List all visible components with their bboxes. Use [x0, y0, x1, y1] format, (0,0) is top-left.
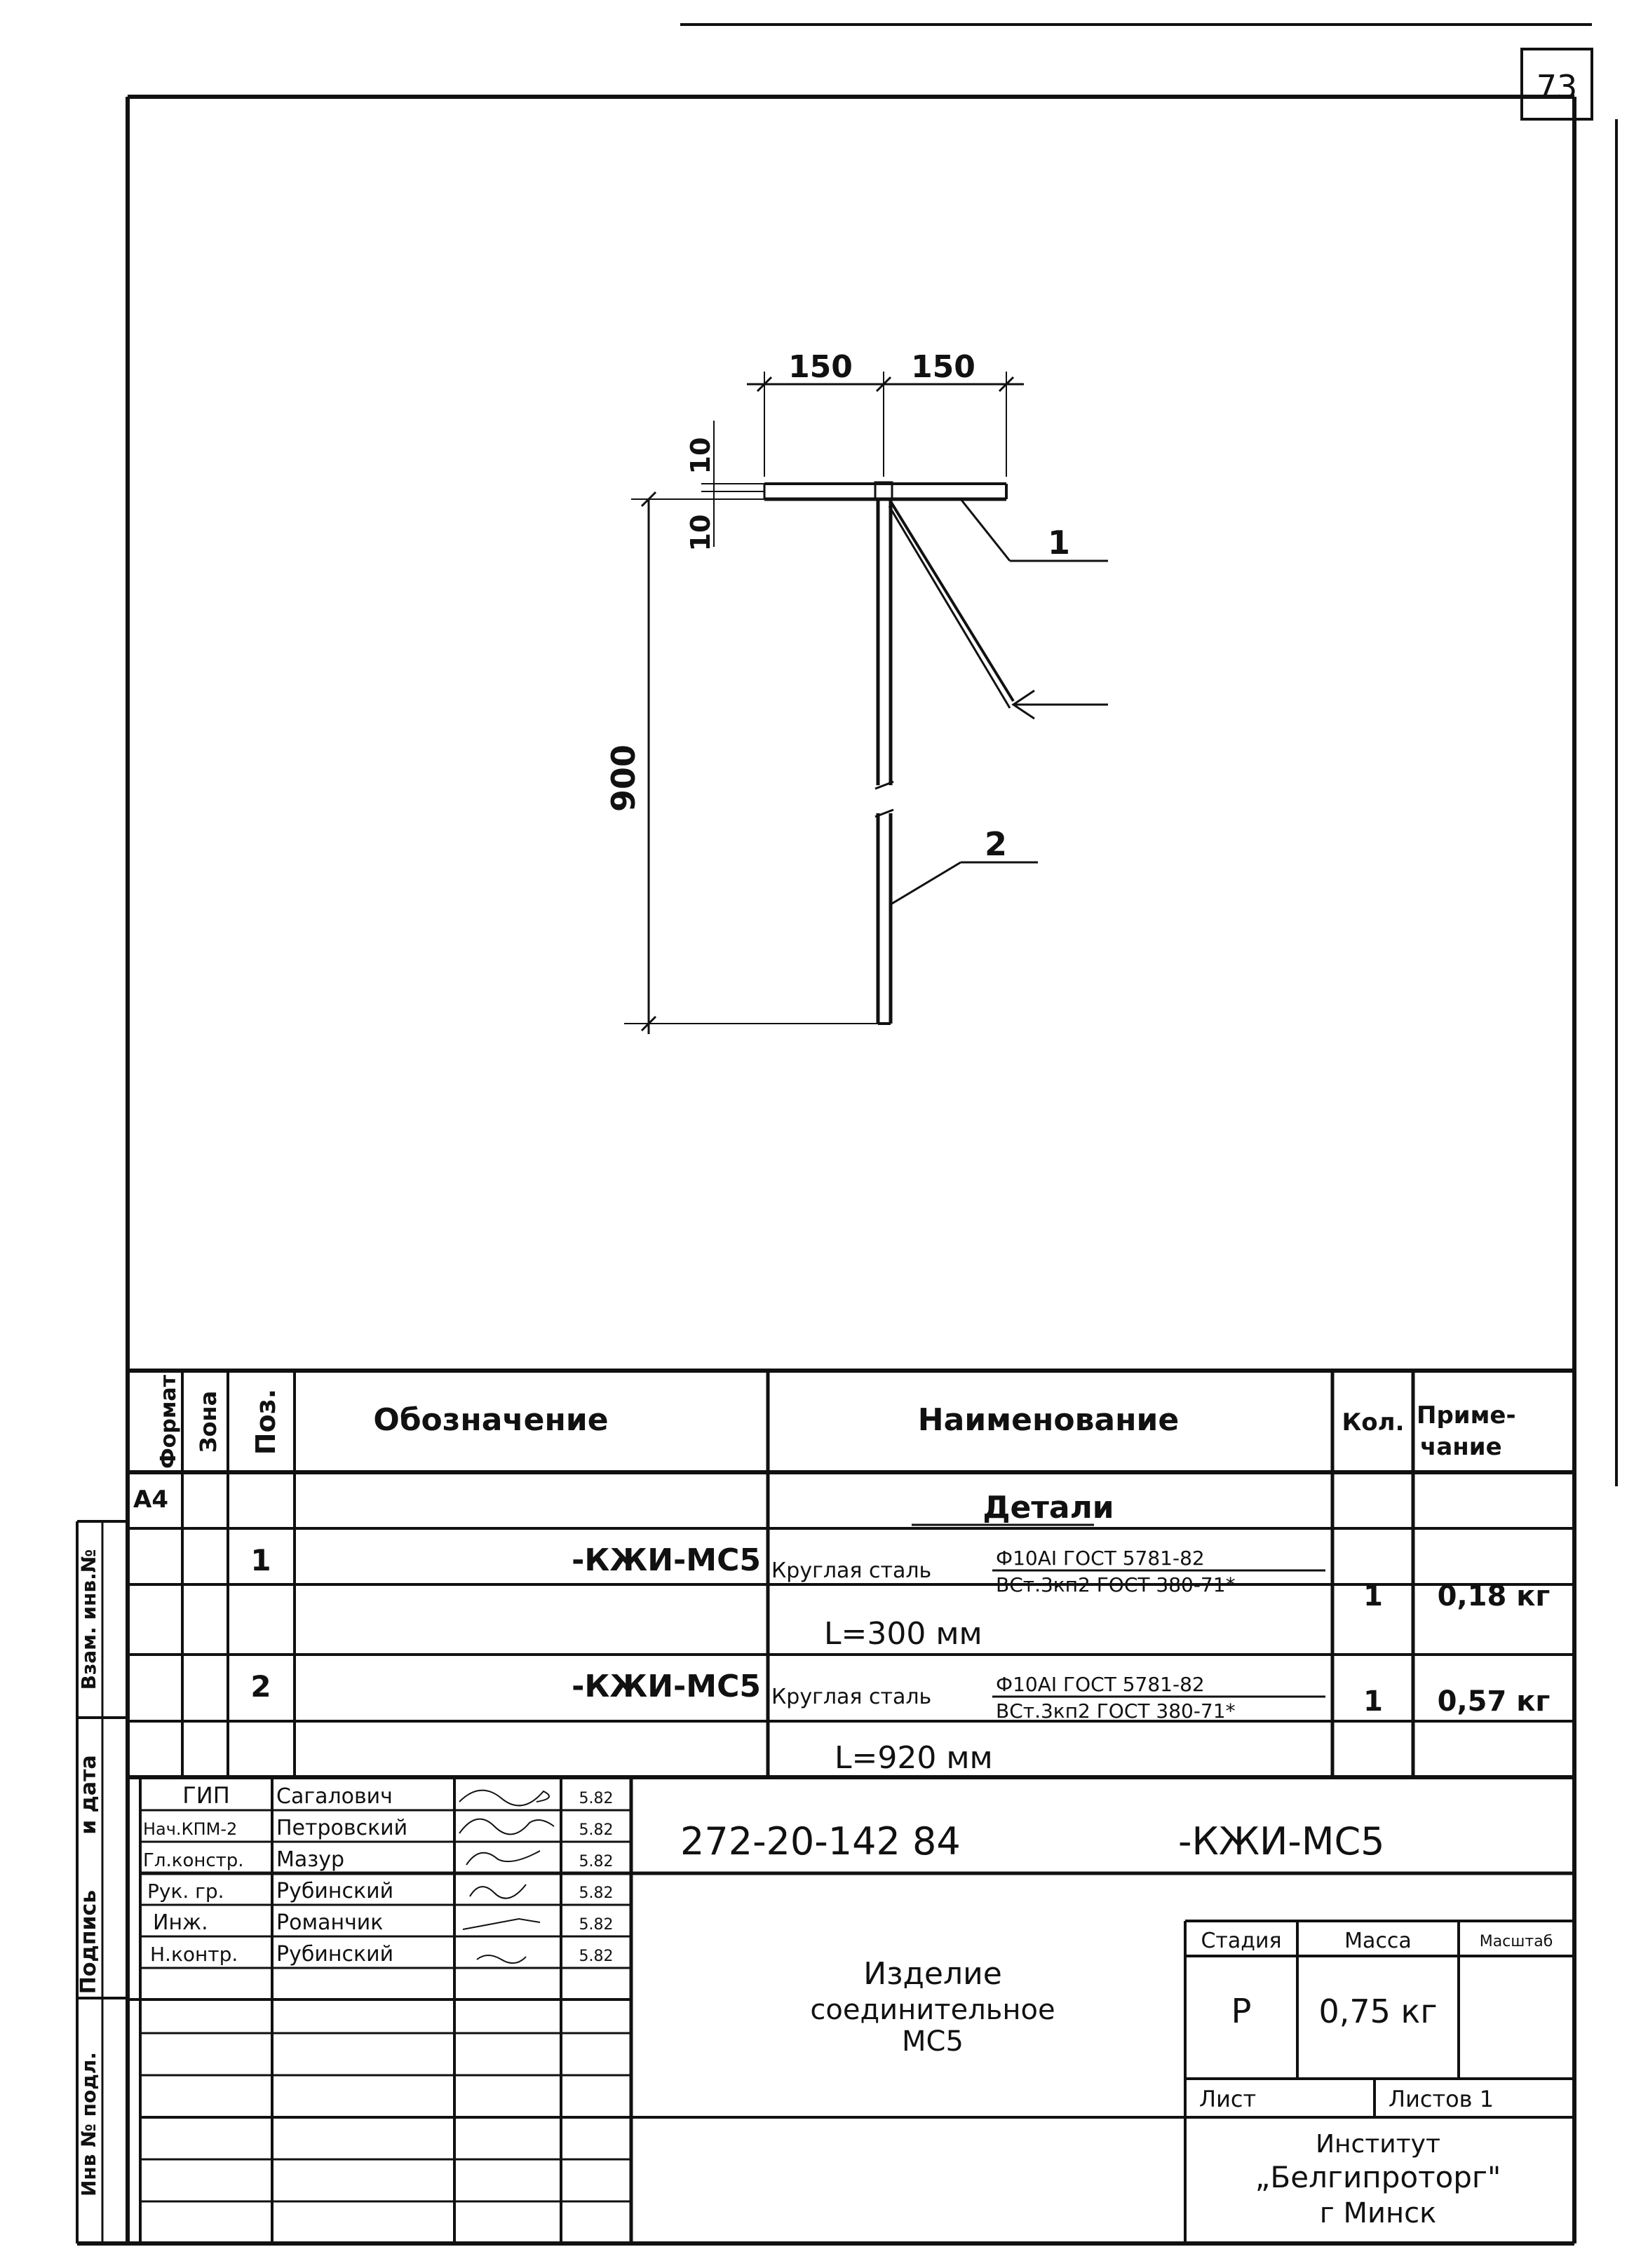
- header-zone: Зона: [195, 1390, 222, 1453]
- header-pos: Поз.: [250, 1388, 281, 1455]
- header-note-1: Приме-: [1417, 1401, 1516, 1430]
- signer-4-name: Рубинский: [276, 1879, 394, 1903]
- row-2-note: 0,57 кг: [1437, 1685, 1551, 1718]
- stage-label: Стадия: [1201, 1929, 1282, 1953]
- header-name: Наименование: [917, 1402, 1180, 1438]
- signature-2: [459, 1819, 554, 1835]
- signer-1-name: Сагалович: [276, 1784, 393, 1809]
- institute-line-1: Институт: [1316, 2130, 1440, 2159]
- side-data: и дата: [76, 1755, 101, 1835]
- row-1-note: 0,18 кг: [1437, 1580, 1551, 1612]
- signer-5-role: Инж.: [153, 1910, 208, 1935]
- row-1-designation: -КЖИ-МС5: [572, 1542, 761, 1578]
- institute-line-3: г Минск: [1319, 2197, 1437, 2229]
- row-1-name-prefix: Круглая сталь: [771, 1559, 932, 1583]
- mass-label: Масса: [1344, 1929, 1412, 1953]
- leader-2-a: [891, 862, 961, 904]
- side-strip: [76, 1521, 128, 2243]
- sheet-label: Лист: [1199, 2086, 1257, 2112]
- item-line-2: соединительное: [810, 1994, 1055, 2026]
- leader-1-a: [961, 499, 1010, 561]
- doc-code: 272-20-142 84: [680, 1819, 961, 1863]
- header-note-2: чание: [1420, 1433, 1502, 1461]
- section-title: Детали: [982, 1490, 1114, 1526]
- header-format: Формат: [156, 1375, 181, 1469]
- row-1-qty: 1: [1363, 1580, 1383, 1612]
- signer-6-name: Рубинский: [276, 1942, 394, 1967]
- row-2-designation: -КЖИ-МС5: [572, 1669, 761, 1704]
- row-1-length: L=300 мм: [824, 1616, 982, 1652]
- signer-1-role: ГИП: [182, 1782, 230, 1809]
- doc-mark: -КЖИ-МС5: [1178, 1819, 1385, 1863]
- dim-900: 900: [605, 744, 642, 813]
- dim-150-left: 150: [788, 349, 853, 385]
- row-2-pos: 2: [250, 1669, 271, 1704]
- row-2-frac-bottom: ВСт.3кп2 ГОСТ 380-71*: [996, 1699, 1236, 1723]
- row-2-length: L=920 мм: [835, 1740, 993, 1776]
- row-1-frac-top: Ф10АI ГОСТ 5781-82: [996, 1547, 1205, 1570]
- header-qty: Кол.: [1342, 1408, 1405, 1437]
- row-2-name-prefix: Круглая сталь: [771, 1685, 932, 1709]
- signer-6-role: Н.контр.: [150, 1943, 238, 1966]
- signature-3: [466, 1851, 540, 1865]
- scale-label: Масштаб: [1479, 1933, 1553, 1950]
- header-designation: Обозначение: [373, 1402, 609, 1438]
- signer-4-role: Рук. гр.: [147, 1880, 224, 1903]
- row-2-qty: 1: [1363, 1685, 1383, 1718]
- dim-150-right: 150: [911, 349, 975, 385]
- item-line-3: МС5: [902, 2025, 964, 2058]
- side-podpis: Подпись: [76, 1889, 101, 1995]
- dim-10-top: 10: [685, 437, 716, 475]
- signer-1-date: 5.82: [579, 1790, 614, 1807]
- signer-3-name: Мазур: [276, 1847, 345, 1872]
- dim-10-bottom: 10: [685, 514, 716, 552]
- signer-2-name: Петровский: [276, 1816, 408, 1840]
- part-drawing: [605, 349, 1108, 1034]
- signer-3-role: Гл.констр.: [143, 1850, 244, 1871]
- signature-6: [477, 1955, 526, 1963]
- sheets-label: Листов 1: [1389, 2086, 1494, 2112]
- item-line-1: Изделие: [863, 1956, 1002, 1992]
- spec-table: [128, 1371, 1574, 1777]
- signer-5-name: Романчик: [276, 1910, 384, 1935]
- institute-line-2: „Белгипроторг": [1255, 2160, 1501, 2194]
- row-2-frac-top: Ф10АI ГОСТ 5781-82: [996, 1673, 1205, 1696]
- weld-leader-a: [889, 499, 1013, 701]
- signer-3-date: 5.82: [579, 1853, 614, 1870]
- signer-2-role: Нач.КПМ-2: [143, 1819, 238, 1839]
- position-2: 2: [984, 825, 1008, 863]
- stage-value: Р: [1231, 1992, 1252, 2031]
- signature-1: [459, 1791, 549, 1806]
- mass-value: 0,75 кг: [1318, 1992, 1438, 2030]
- position-1: 1: [1047, 524, 1071, 562]
- format-value: А4: [133, 1486, 168, 1514]
- row-1-pos: 1: [250, 1543, 271, 1577]
- signer-2-date: 5.82: [579, 1821, 614, 1839]
- page-number: 73: [1536, 68, 1578, 106]
- side-inv-podl: Инв № подл.: [77, 2051, 100, 2197]
- title-block: [128, 1777, 1574, 2243]
- side-vzam: Взам. инв.№: [77, 1549, 100, 1690]
- signature-5: [463, 1919, 540, 1929]
- row-1-frac-bottom: ВСт.3кп2 ГОСТ 380-71*: [996, 1573, 1236, 1596]
- signature-4: [470, 1885, 526, 1899]
- signer-4-date: 5.82: [579, 1885, 614, 1902]
- signer-5-date: 5.82: [579, 1916, 614, 1934]
- signer-6-date: 5.82: [579, 1948, 614, 1965]
